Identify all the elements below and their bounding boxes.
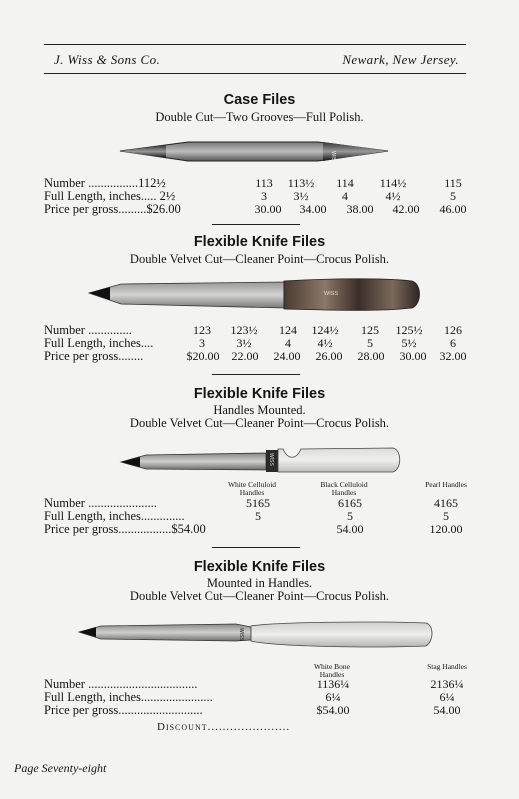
value-cell: 5 bbox=[347, 509, 353, 523]
value-cell: 113½ bbox=[287, 176, 315, 190]
page-number: Page Seventy-eight bbox=[14, 761, 107, 775]
row-label-number: Number ................................... bbox=[44, 677, 198, 691]
value-cell: 5 bbox=[443, 509, 449, 523]
value-cell: 125½ bbox=[395, 323, 423, 337]
section-title-flexible-knife-files: Flexible Knife Files bbox=[193, 386, 326, 402]
value-cell: 4 bbox=[342, 189, 348, 203]
header-top-rule bbox=[44, 44, 466, 45]
section-separator bbox=[212, 374, 300, 375]
value-cell: 54.00 bbox=[336, 522, 364, 536]
section-title-case-files: Case Files bbox=[223, 92, 296, 108]
value-cell: 3½ bbox=[293, 189, 309, 203]
row-label-number: Number .............. bbox=[44, 323, 132, 337]
row-label-number: Number ................112½ bbox=[44, 176, 166, 190]
section-subtitle: Double Velvet Cut—Cleaner Point—Crocus Polish. bbox=[129, 416, 390, 430]
value-cell: 124½ bbox=[311, 323, 339, 337]
value-cell: 3½ bbox=[236, 336, 252, 350]
row-label-price: Price per gross.................$54.00 bbox=[44, 522, 206, 536]
brand-mark: WISS bbox=[268, 453, 274, 466]
value-cell: 123 bbox=[193, 323, 211, 337]
value-cell: 28.00 bbox=[357, 349, 385, 363]
row-label-length: Full Length, inches....................... bbox=[44, 690, 213, 704]
section-subtitle: Mounted in Handles. bbox=[206, 576, 313, 590]
value-cell: 26.00 bbox=[315, 349, 343, 363]
discount-line: Discount...................... bbox=[157, 721, 291, 733]
value-cell: 6 bbox=[450, 336, 456, 350]
section-subtitle: Double Cut—Two Grooves—Full Polish. bbox=[155, 110, 364, 124]
value-cell: 123½ bbox=[230, 323, 258, 337]
value-cell: 3 bbox=[199, 336, 205, 350]
value-cell: $20.00 bbox=[186, 349, 220, 363]
case-file-illustration bbox=[118, 137, 393, 167]
section-subtitle: Double Velvet Cut—Cleaner Point—Crocus Polish. bbox=[129, 252, 390, 266]
value-cell: 6¼ bbox=[325, 690, 341, 704]
brand-mark: WISS bbox=[238, 628, 244, 641]
value-cell: 2136¼ bbox=[430, 677, 464, 691]
bone-handle-file-illustration bbox=[76, 619, 436, 651]
value-cell: 1136¼ bbox=[316, 677, 350, 691]
handle-label-black-celluloid: Black Celluloid Handles bbox=[320, 480, 368, 497]
brand-mark: WISS bbox=[324, 291, 339, 297]
value-cell: 3 bbox=[261, 189, 267, 203]
row-label-price: Price per gross........................... bbox=[44, 703, 203, 717]
value-cell: 126 bbox=[444, 323, 462, 337]
value-cell: 38.00 bbox=[346, 202, 374, 216]
company-name: J. Wiss & Sons Co. bbox=[54, 52, 161, 67]
value-cell: 5 bbox=[367, 336, 373, 350]
value-cell: 22.00 bbox=[231, 349, 259, 363]
section-separator bbox=[212, 224, 300, 225]
handle-label-stag: Stag Handles bbox=[427, 662, 467, 671]
flexible-knife-file-illustration bbox=[86, 276, 422, 314]
company-location: Newark, New Jersey. bbox=[342, 52, 459, 67]
handle-label-white-celluloid: White Celluloid Handles bbox=[227, 480, 277, 497]
value-cell: 6¼ bbox=[439, 690, 455, 704]
value-cell: 24.00 bbox=[273, 349, 301, 363]
value-cell: 4½ bbox=[385, 189, 401, 203]
row-label-price: Price per gross........ bbox=[44, 349, 144, 363]
row-label-length: Full Length, inches..... 2½ bbox=[44, 189, 176, 203]
value-cell: $54.00 bbox=[316, 703, 350, 717]
value-cell: 5½ bbox=[401, 336, 417, 350]
brand-mark: WISS bbox=[330, 151, 336, 166]
value-cell: 32.00 bbox=[439, 349, 467, 363]
value-cell: 30.00 bbox=[254, 202, 282, 216]
section-title-flexible-knife-files: Flexible Knife Files bbox=[193, 559, 326, 575]
value-cell: 46.00 bbox=[439, 202, 467, 216]
value-cell: 114 bbox=[336, 176, 354, 190]
section-subtitle: Double Velvet Cut—Cleaner Point—Crocus Polish. bbox=[129, 589, 390, 603]
row-label-price: Price per gross.........$26.00 bbox=[44, 202, 181, 216]
value-cell: 124 bbox=[279, 323, 297, 337]
value-cell: 34.00 bbox=[299, 202, 327, 216]
section-subtitle: Handles Mounted. bbox=[213, 403, 306, 417]
row-label-number: Number ...................... bbox=[44, 496, 157, 510]
value-cell: 120.00 bbox=[429, 522, 463, 536]
value-cell: 5 bbox=[255, 509, 261, 523]
value-cell: 5 bbox=[450, 189, 456, 203]
row-label-length: Full Length, inches.... bbox=[44, 336, 154, 350]
row-label-length: Full Length, inches.............. bbox=[44, 509, 185, 523]
value-cell: 115 bbox=[444, 176, 462, 190]
handle-label-white-bone: White Bone Handles bbox=[313, 662, 351, 679]
value-cell: 30.00 bbox=[399, 349, 427, 363]
value-cell: 4½ bbox=[317, 336, 333, 350]
header-bottom-rule bbox=[44, 73, 466, 74]
handle-label-pearl: Pearl Handles bbox=[425, 480, 467, 489]
value-cell: 4 bbox=[285, 336, 291, 350]
value-cell: 4165 bbox=[434, 496, 458, 510]
value-cell: 114½ bbox=[379, 176, 407, 190]
value-cell: 5165 bbox=[246, 496, 270, 510]
value-cell: 42.00 bbox=[392, 202, 420, 216]
section-title-flexible-knife-files: Flexible Knife Files bbox=[193, 234, 326, 250]
mounted-knife-file-illustration bbox=[118, 446, 402, 476]
value-cell: 125 bbox=[361, 323, 379, 337]
value-cell: 6165 bbox=[338, 496, 362, 510]
value-cell: 113 bbox=[255, 176, 273, 190]
section-separator bbox=[212, 547, 300, 548]
value-cell: 54.00 bbox=[433, 703, 461, 717]
